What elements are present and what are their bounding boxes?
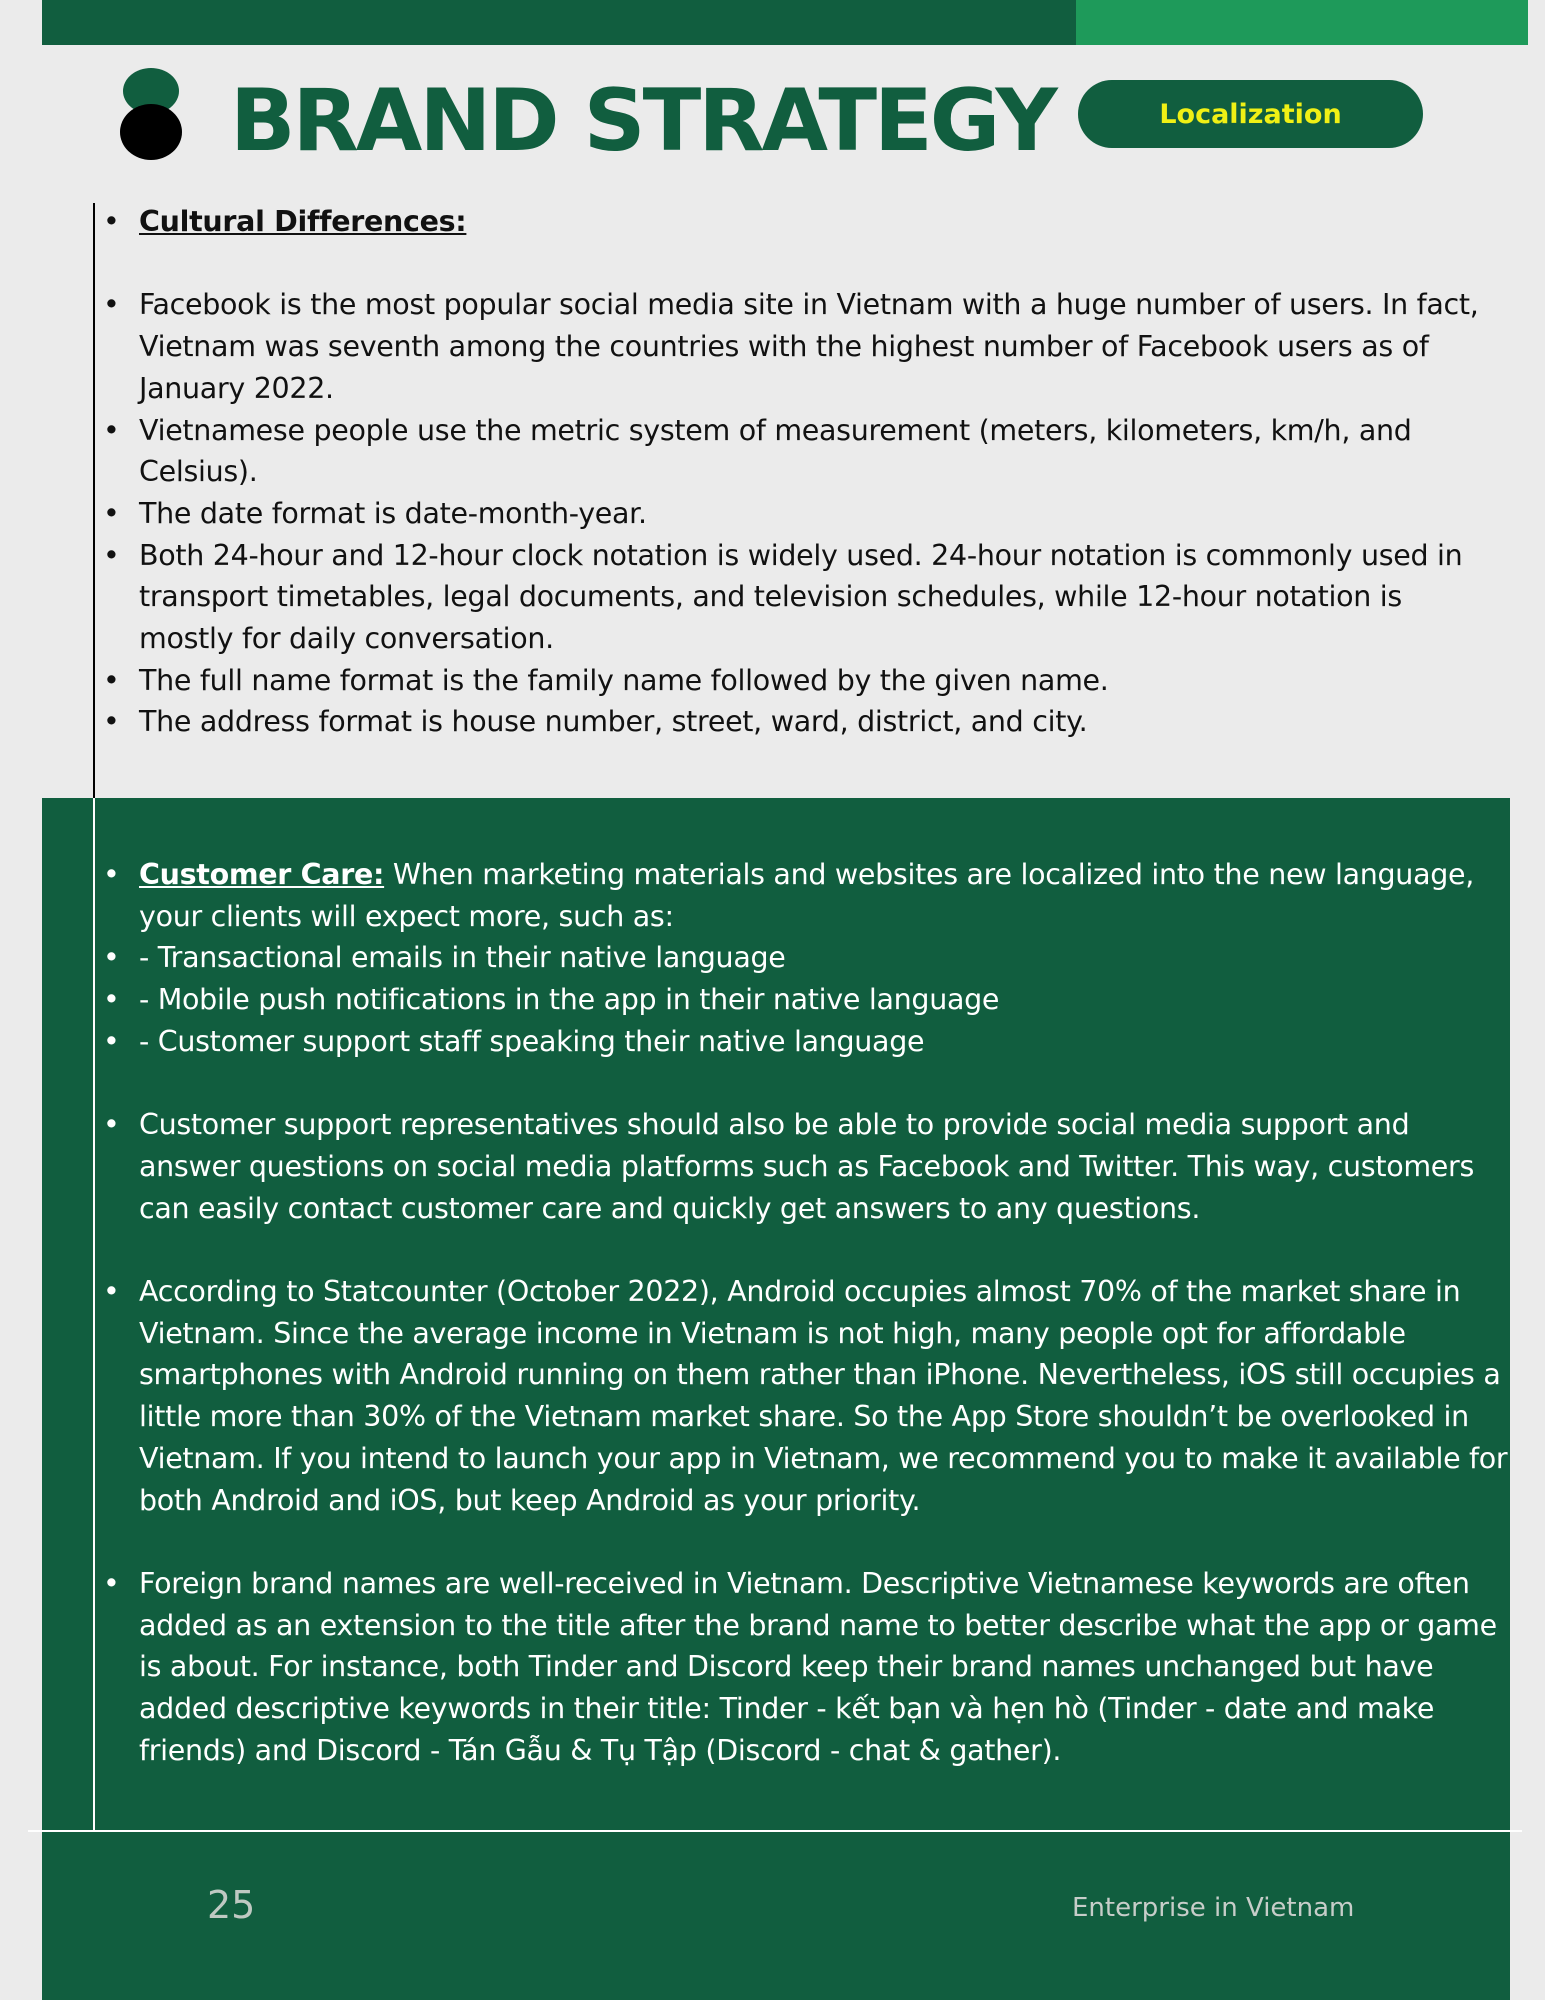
list-item: • Customer support representatives should also be able to provide social media support and answer questions on social media platforms such as Facebook and Twitter. This way, customers can easily contact customer care and quickly get answers to any questions. [103, 1104, 1508, 1229]
list-item: • - Mobile push notifications in the app in their native language [103, 979, 1508, 1021]
list-item: • The date format is date-month-year. [103, 493, 1503, 535]
customer-care-intro: When marketing materials and websites are localized into the new language, your clients will expect more, such as: [139, 858, 1475, 933]
vertical-rule-white [93, 798, 95, 1830]
customer-care-list [103, 854, 1508, 1771]
list-item: • The address format is house number, street, ward, district, and city. [103, 701, 1503, 743]
footer-brand: Enterprise in Vietnam [1072, 1893, 1355, 1923]
customer-care-heading: Customer Care: [139, 858, 385, 891]
page-number: 25 [207, 1883, 256, 1927]
top-bar-accent [1076, 0, 1528, 45]
list-item: • Both 24-hour and 12-hour clock notation is widely used. 24-hour notation is commonly used in transport timetables, legal documents, and television schedules, while 12-hour notation is mostly for daily conversation. [103, 535, 1503, 660]
list-item: • - Transactional emails in their native language [103, 937, 1508, 979]
black-dot-icon [120, 104, 182, 160]
list-item [103, 201, 1503, 243]
list-item: • Facebook is the most popular social media site in Vietnam with a huge number of users. In fact, Vietnam was seventh among the countries with the highest number of Facebook users as of January 2022. [103, 284, 1503, 409]
list-item: • - Customer support staff speaking their native language [103, 1021, 1508, 1063]
list-item: • According to Statcounter (October 2022), Android occupies almost 70% of the market share in Vietnam. Since the average income in Vietnam is not high, many people opt for affordable smartphones with Android running on them rather than iPhone. Nevertheless, iOS still occupies a little more than 30% of the Vietnam market share. So the App Store shouldn’t be overlooked in Vietnam. If you intend to launch your app in Vietnam, we recommend you to make it available for both Android and iOS, but keep Android as your priority. [103, 1271, 1508, 1521]
list-item: • Foreign brand names are well-received in Vietnam. Descriptive Vietnamese keywords are often added as an extension to the title after the brand name to better describe what the app or game is about. For instance, both Tinder and Discord keep their brand names unchanged but have added descriptive keywords in their title: Tinder - kết bạn và hẹn hò (Tinder - date and make friends) and Discord - Tán Gẫu & Tụ Tập (Discord - chat & gather). [103, 1563, 1508, 1772]
section-tag: Localization [1078, 80, 1423, 148]
cultural-differences-heading: Cultural Differences: [139, 205, 467, 238]
top-bar-dark [42, 0, 1076, 45]
list-item [103, 854, 1508, 937]
list-item: • The full name format is the family name followed by the given name. [103, 660, 1503, 702]
page-title: BRAND STRATEGY [230, 71, 1055, 171]
cultural-differences-list [103, 201, 1503, 743]
list-item: • Vietnamese people use the metric system of measurement (meters, kilometers, km/h, and Celsius). [103, 410, 1503, 493]
footer-divider [28, 1830, 1522, 1832]
